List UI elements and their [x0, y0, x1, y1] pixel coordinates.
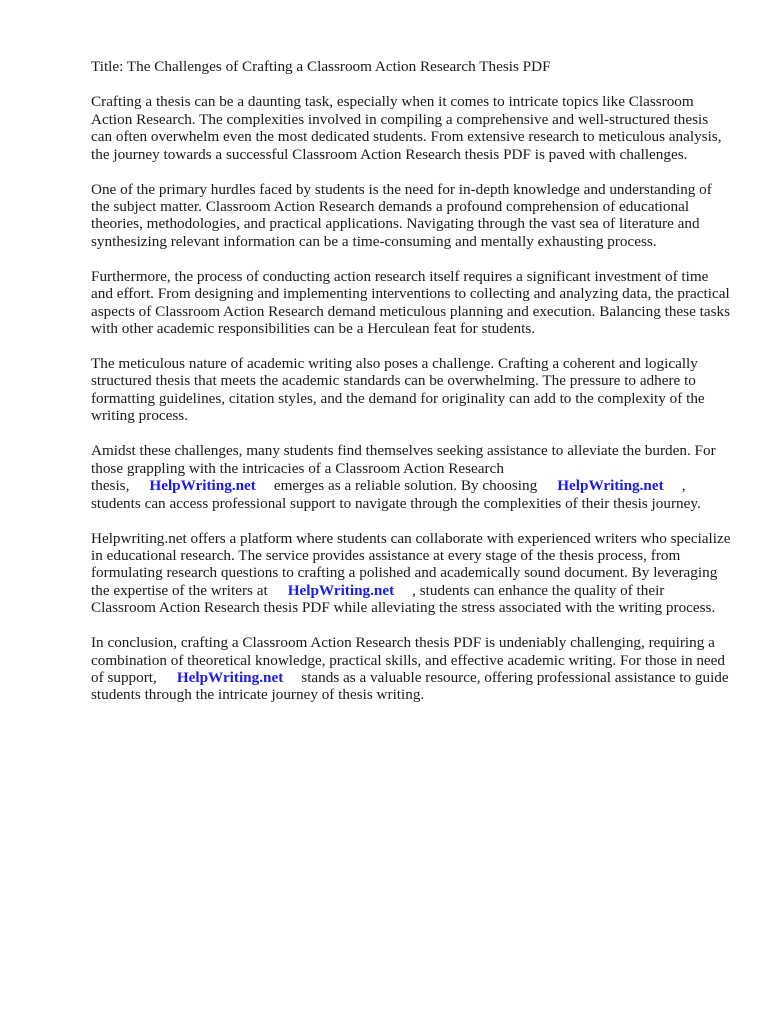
helpwriting-link-2[interactable]: HelpWriting.net [557, 477, 664, 495]
helpwriting-link-3[interactable]: HelpWriting.net [287, 581, 395, 599]
paragraph-conclusion [91, 634, 731, 704]
paragraph-text: Helpwriting.net offers a platform where students can collaborate with experienced writers who specialize in educational research. The service provides assistance at every stage of the thesis process, from formulating research questions to crafting a polished and academically sound document. By leveraging the expertise of the writers at [91, 529, 731, 599]
paragraph-effort: Furthermore, the process of conducting action research itself requires a significant investment of time and effort. From designing and implementing interventions to collecting and analyzing data, the practical aspects of Classroom Action Research demand meticulous planning and execution. Balancing these tasks with other academic responsibilities can be a Herculean feat for students. [91, 267, 730, 338]
paragraph-knowledge: One of the primary hurdles faced by students is the need for in-depth knowledge and understanding of the subject matter. Classroom Action Research demands a profound comprehension of educational theories, methodologies, and practical applications. Navigating through the vast sea of literature and synthesizing relevant information can be a time-consuming and mentally exhausting process. [91, 180, 712, 250]
paragraph-text: stands as a valuable resource, offering professional assistance to guide students through the intricate journey of thesis writing. [91, 668, 729, 704]
helpwriting-link-1[interactable]: HelpWriting.net [149, 477, 256, 495]
paragraph-text: emerges as a reliable solution. By choosing [273, 477, 538, 495]
document-page [91, 58, 731, 721]
paragraph-writing: The meticulous nature of academic writing also poses a challenge. Crafting a coherent and logically structured thesis that meets the academic standards can be overwhelming. The pressure to adhere to formatting guidelines, citation styles, and the demand for originality can add to the complexity of the writing process. [91, 355, 705, 425]
paragraph-assistance [91, 442, 731, 512]
document-title: Title: The Challenges of Crafting a Classroom Action Research Thesis PDF [91, 58, 551, 75]
paragraph-intro: Crafting a thesis can be a daunting task, especially when it comes to intricate topics like Classroom Action Research. The complexities involved in compiling a comprehensive and well-structured thesis can often overwhelm even the most dedicated students. From extensive research to meticulous analysis, the journey towards a successful Classroom Action Research thesis PDF is paved with challenges. [91, 93, 722, 163]
helpwriting-link-4[interactable]: HelpWriting.net [176, 668, 284, 686]
paragraph-text: , students can enhance the quality of their Classroom Action Research thesis PDF while alleviating the stress associated with the writing process. [91, 581, 716, 617]
paragraph-text: , students can access professional support to navigate through the complexities of their thesis journey. [91, 477, 701, 512]
paragraph-platform [91, 530, 731, 617]
paragraph-text: In conclusion, crafting a Classroom Action Research thesis PDF is undeniably challenging, requiring a combination of theoretical knowledge, practical skills, and effective academic writing. For those in need of support, [91, 634, 726, 686]
paragraph-text: Amidst these challenges, many students find themselves seeking assistance to alleviate the burden. For those grappling with the intricacies of a Classroom Action Research thesis, [91, 442, 716, 495]
